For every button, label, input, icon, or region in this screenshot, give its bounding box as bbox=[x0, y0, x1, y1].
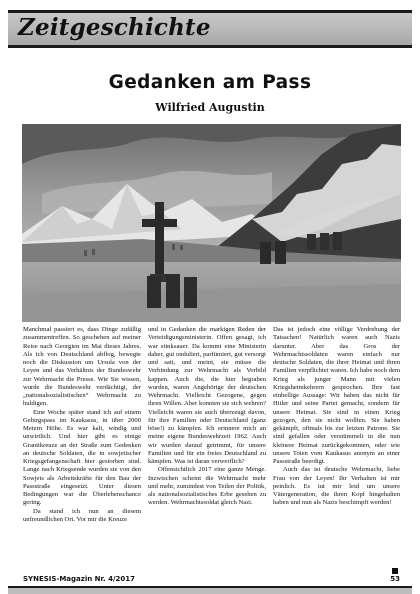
article-author: Wilfried Augustin bbox=[155, 101, 265, 114]
page-number: 53 bbox=[390, 575, 400, 583]
footer-magazine: SYNESIS-Magazin Nr. 4/2017 bbox=[23, 575, 135, 583]
article-title: Gedanken am Pass bbox=[108, 72, 312, 93]
article-photo bbox=[22, 124, 401, 322]
paragraph: und in Gedanken die markigen Reden der Verteidigungsministerin. Offen gesagt, ich war stinksauer. Da kommt eine Ministerin daher, gut onduliert, parfümiert, gut versorgt und satt, und meint, sie müsse die Verbindung zur Wehrmacht als Vorbild kappen. Auch die, die hier begraben wurden, waren Angehörige der deutschen Wehrmacht. Vielleicht Gezogene, gegen ihren Willen. Aber konnten sie sich wehren? Vielleicht waren sie auch überzeugt davon, für ihre Familien oder Deutschland (ganz böse!) zu kämpfen. Ich erinnere mich an meine eigene Bundeswehrzeit 1962. Auch wir wurden darauf getrimmt, für unsere Familien und für ein freies Deutschland zu kämpfen. Was ist daran verwerflich? bbox=[148, 326, 266, 465]
footer-band bbox=[8, 586, 412, 594]
paragraph: Auch das ist deutsche Wehrmacht, liebe Frau von der Leyen! Ihr Verhalten ist mir peinlich. Es tut mir leid um unsere Vätergeneration, die ihren Kopf hingehalten haben und nun als Nazis beschimpft werden! bbox=[273, 466, 400, 507]
mountain-cemetery-photo bbox=[22, 124, 401, 322]
section-title: Zeitgeschichte bbox=[18, 14, 211, 41]
paragraph: Eine Woche später stand ich auf einem Gebirgspass im Kaukasus, in über 2000 Metern Höhe. Es war kalt, windig und unwirtlich. Und hier gibt es einige Granitkreuze an der Straße zum Gedenken an deutsche Soldaten, die in sowjetischer Kriegsgefangenschaft hier gestorben sind. Lange nach Kriegsende wurden sie von den Sowjets als Arbeitskräfte für den Bau der Passstraße eingesetzt. Unter diesen Bedingungen war die Überlebenschance gering. bbox=[23, 408, 141, 507]
text-column-2 bbox=[148, 326, 266, 574]
paragraph: Da stand ich nun an diesem unfreundlichen Ort. Vor mir die Kreuze bbox=[23, 507, 141, 523]
text-column-3 bbox=[273, 326, 400, 574]
text-column-1 bbox=[23, 326, 141, 574]
paragraph: Das ist jedoch eine völlige Verdrehung der Tatsachen! Natürlich waren auch Nazis darunter. Aber das Gros der Wehrmachtssoldaten waren einfach nur deutsche Soldaten, die ihrer Heimat und ihren Familien verpflichtet waren. Ich habe noch dem Krieg als junger Mann mit vielen Kriegsheimkehrern gesprochen. Ihre fast einhellige Aussage: Wir haben das nicht für Hitler und seine Partei gemacht, sondern für unsere Heimat. Sie sind in einen Krieg gezogen, den sie nicht wollten. Sie haben gekämpft, oftmals bis zur letzten Patrone. Sie sind gefallen oder verstümmelt in die nun kleinere Heimat zurückgekommen, oder wie unsere Toten vom Kaukasus anonym an einer Passstraße beerdigt. bbox=[273, 326, 400, 465]
paragraph: Offensichtlich 2017 eine ganze Menge. Inzwischen scheint die Wehrmacht mehr und mehr, zumindest von Teilen der Politik, als nationalsozialistisches Erbe gesehen zu werden. Wehrmachtssoldat gleich Nazi. bbox=[148, 466, 266, 507]
end-of-article-square-icon bbox=[392, 568, 398, 574]
paragraph: Manchmal passiert es, dass Dinge zufällig zusammentreffen. So geschehen auf meiner Reise nach Georgien im Mai dieses Jahres. Als ich von Deutschland abflog, bewegte noch die Diskussion um Ursula von der Leyen und das Verhältnis der Bundeswehr zur Wehrmacht die Presse. Wie Sie wissen, wurde die Bundeswehr verdächtigt, der „nationalsozialistischen“ Wehrmacht zu huldigen. bbox=[23, 326, 141, 408]
